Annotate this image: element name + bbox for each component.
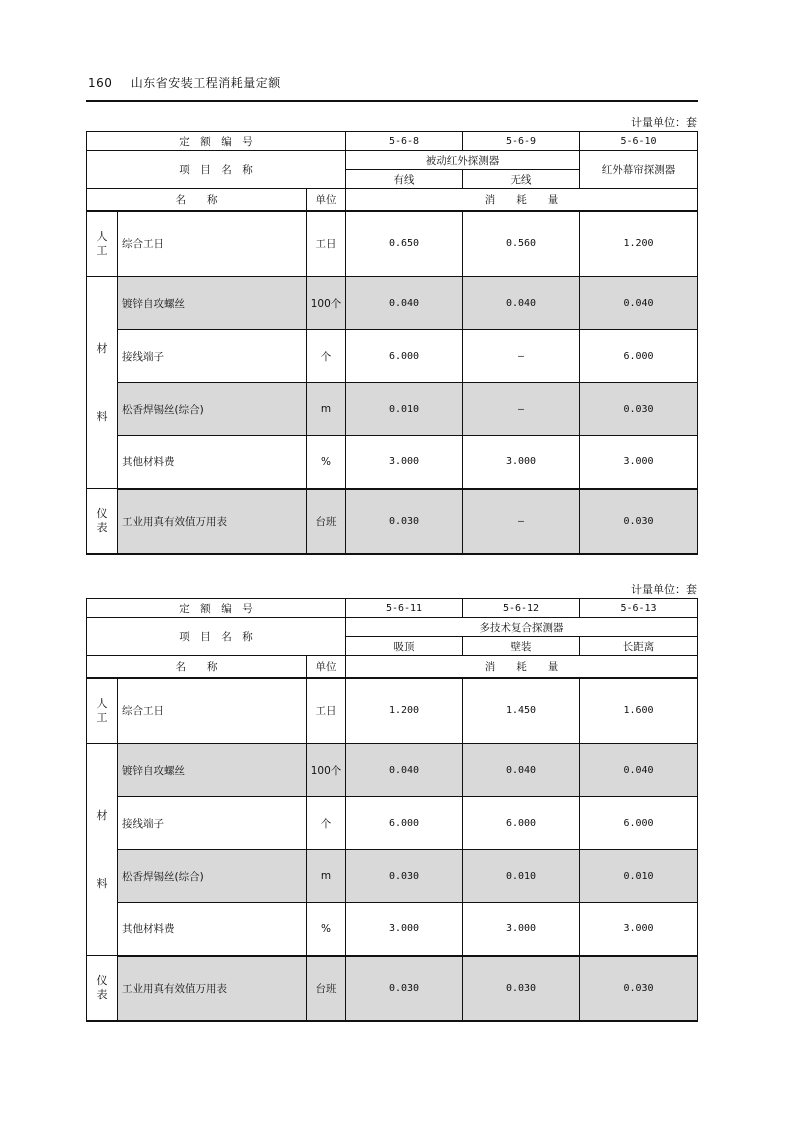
code-row-label: 定 额 编 号 <box>87 132 346 151</box>
resource-name: 镀锌自攻螺丝 <box>118 744 307 797</box>
value-cell: 6.000 <box>580 330 698 383</box>
sub-item: 有线 <box>346 170 463 189</box>
name-column-header: 名 称 <box>87 189 307 211</box>
value-cell: 0.040 <box>580 277 698 330</box>
quota-code: 5-6-8 <box>346 132 463 151</box>
value-cell: 0.040 <box>346 744 463 797</box>
group-title: 多技术复合探测器 <box>346 618 698 637</box>
quota-table-1 <box>86 131 698 555</box>
value-cell: 0.650 <box>346 211 463 277</box>
item-row-label: 项 目 名 称 <box>87 618 346 656</box>
resource-unit: 100个 <box>307 744 346 797</box>
value-cell: 0.030 <box>580 956 698 1021</box>
consumption-header: 消 耗 量 <box>346 656 698 678</box>
group-material <box>87 277 118 489</box>
quota-code: 5-6-9 <box>463 132 580 151</box>
unit-column-header: 单位 <box>307 656 346 678</box>
value-cell: — <box>463 383 580 436</box>
resource-name: 综合工日 <box>118 678 307 744</box>
value-cell: 6.000 <box>346 797 463 850</box>
value-cell: 0.010 <box>346 383 463 436</box>
group-material-top: 材 <box>96 341 108 355</box>
group-material-bottom: 料 <box>96 409 108 423</box>
resource-unit: 工日 <box>307 678 346 744</box>
resource-name: 接线端子 <box>118 797 307 850</box>
resource-name: 工业用真有效值万用表 <box>118 489 307 554</box>
value-cell: 0.040 <box>463 744 580 797</box>
unit-label-2: 计量单位：套 <box>631 583 697 596</box>
value-cell: 3.000 <box>346 903 463 956</box>
consumption-header: 消 耗 量 <box>346 189 698 211</box>
resource-name: 其他材料费 <box>118 903 307 956</box>
resource-name: 松香焊锡丝(综合) <box>118 383 307 436</box>
value-cell: 6.000 <box>580 797 698 850</box>
resource-unit: 个 <box>307 330 346 383</box>
resource-unit: 个 <box>307 797 346 850</box>
value-cell: — <box>463 489 580 554</box>
group-material <box>87 744 118 956</box>
value-cell: 3.000 <box>463 903 580 956</box>
sub-item: 壁装 <box>463 637 580 656</box>
resource-unit: 台班 <box>307 489 346 554</box>
value-cell: 0.040 <box>463 277 580 330</box>
group-material-top: 材 <box>96 808 108 822</box>
resource-name: 镀锌自攻螺丝 <box>118 277 307 330</box>
value-cell: 0.030 <box>346 956 463 1021</box>
value-cell: 0.040 <box>580 744 698 797</box>
resource-name: 接线端子 <box>118 330 307 383</box>
resource-name: 综合工日 <box>118 211 307 277</box>
group-material-bottom: 料 <box>96 876 108 890</box>
group-labor: 人 工 <box>87 211 118 277</box>
unit-label-1: 计量单位：套 <box>631 116 697 129</box>
side-item-title: 红外幕帘探测器 <box>580 151 698 189</box>
value-cell: — <box>463 330 580 383</box>
value-cell: 0.030 <box>346 850 463 903</box>
resource-unit: % <box>307 436 346 489</box>
resource-unit: 台班 <box>307 956 346 1021</box>
header-rule <box>86 100 698 102</box>
sub-item: 长距离 <box>580 637 698 656</box>
resource-name: 工业用真有效值万用表 <box>118 956 307 1021</box>
group-title: 被动红外探测器 <box>346 151 580 170</box>
page-number: 160 <box>88 76 113 90</box>
value-cell: 1.600 <box>580 678 698 744</box>
value-cell: 1.200 <box>580 211 698 277</box>
resource-unit: 100个 <box>307 277 346 330</box>
group-instrument: 仪 表 <box>87 489 118 554</box>
value-cell: 1.450 <box>463 678 580 744</box>
value-cell: 3.000 <box>580 903 698 956</box>
value-cell: 6.000 <box>346 330 463 383</box>
value-cell: 0.030 <box>580 489 698 554</box>
quota-table-2 <box>86 598 698 1022</box>
resource-name: 松香焊锡丝(综合) <box>118 850 307 903</box>
value-cell: 6.000 <box>463 797 580 850</box>
quota-code: 5-6-12 <box>463 599 580 618</box>
sub-item: 无线 <box>463 170 580 189</box>
value-cell: 0.010 <box>580 850 698 903</box>
value-cell: 1.200 <box>346 678 463 744</box>
quota-code: 5-6-10 <box>580 132 698 151</box>
value-cell: 3.000 <box>463 436 580 489</box>
value-cell: 0.030 <box>346 489 463 554</box>
value-cell: 0.560 <box>463 211 580 277</box>
book-title: 山东省安装工程消耗量定额 <box>130 76 281 90</box>
name-column-header: 名 称 <box>87 656 307 678</box>
code-row-label: 定 额 编 号 <box>87 599 346 618</box>
sub-item: 吸顶 <box>346 637 463 656</box>
resource-unit: 工日 <box>307 211 346 277</box>
resource-unit: m <box>307 850 346 903</box>
page-header <box>88 74 281 91</box>
value-cell: 0.010 <box>463 850 580 903</box>
value-cell: 3.000 <box>346 436 463 489</box>
item-row-label: 项 目 名 称 <box>87 151 346 189</box>
unit-column-header: 单位 <box>307 189 346 211</box>
resource-unit: m <box>307 383 346 436</box>
resource-unit: % <box>307 903 346 956</box>
quota-code: 5-6-11 <box>346 599 463 618</box>
value-cell: 0.030 <box>463 956 580 1021</box>
quota-code: 5-6-13 <box>580 599 698 618</box>
value-cell: 3.000 <box>580 436 698 489</box>
resource-name: 其他材料费 <box>118 436 307 489</box>
group-instrument: 仪 表 <box>87 956 118 1021</box>
value-cell: 0.040 <box>346 277 463 330</box>
value-cell: 0.030 <box>580 383 698 436</box>
group-labor: 人 工 <box>87 678 118 744</box>
